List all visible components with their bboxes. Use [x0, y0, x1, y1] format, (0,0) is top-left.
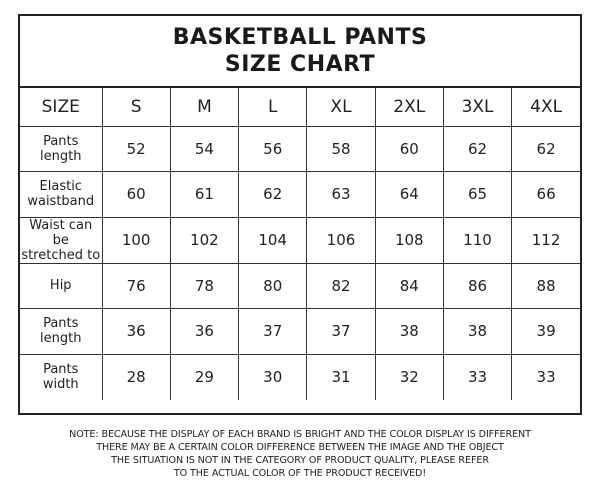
- note-line: THERE MAY BE A CERTAIN COLOR DIFFERENCE BETWEEN THE IMAGE AND THE OBJECT: [96, 442, 504, 453]
- title-line-2: SIZE CHART: [224, 52, 376, 77]
- table-cell: 37: [307, 309, 375, 355]
- title-line-1: BASKETBALL PANTS: [172, 25, 428, 50]
- table-cell: 31: [307, 354, 375, 400]
- row-label: [20, 172, 102, 218]
- table-cell: 64: [375, 172, 443, 218]
- table-cell: 86: [443, 263, 511, 309]
- table-cell: 52: [102, 126, 170, 172]
- table-row: [20, 217, 580, 263]
- size-chart: [18, 14, 582, 415]
- row-label-line: length: [40, 331, 82, 347]
- table-cell: 65: [443, 172, 511, 218]
- table-cell: 61: [170, 172, 238, 218]
- row-label-line: Pants: [43, 316, 79, 332]
- table-cell: 37: [239, 309, 307, 355]
- header-size-2xl: 2XL: [375, 88, 443, 126]
- row-label-line: Elastic: [39, 179, 82, 195]
- row-label: [20, 354, 102, 400]
- table-row: [20, 309, 580, 355]
- table-cell: 33: [443, 354, 511, 400]
- table-cell: 38: [375, 309, 443, 355]
- table-row: [20, 354, 580, 400]
- table-cell: 33: [512, 354, 580, 400]
- row-label: [20, 309, 102, 355]
- header-size-l: L: [239, 88, 307, 126]
- header-size-label: SIZE: [20, 88, 102, 126]
- note-line: TO THE ACTUAL COLOR OF THE PRODUCT RECEIVED!: [173, 468, 427, 479]
- table-cell: 62: [239, 172, 307, 218]
- header-size-4xl: 4XL: [512, 88, 580, 126]
- table-cell: 36: [170, 309, 238, 355]
- row-label-line: stretched to: [21, 247, 101, 263]
- row-label-line: length: [40, 148, 82, 164]
- row-label-line: Pants: [43, 362, 79, 377]
- color-disclaimer-note: [20, 428, 580, 480]
- table-cell: 88: [512, 263, 580, 309]
- header-size-3xl: 3XL: [443, 88, 511, 126]
- row-label-line: width: [42, 377, 79, 392]
- table-cell: 110: [443, 217, 511, 263]
- table-cell: 56: [239, 126, 307, 172]
- row-label: [20, 217, 102, 263]
- table-cell: 102: [170, 217, 238, 263]
- row-label-line: Hip: [49, 278, 72, 294]
- table-cell: 66: [512, 172, 580, 218]
- chart-title: [20, 16, 580, 88]
- table-cell: 82: [307, 263, 375, 309]
- row-label: [20, 263, 102, 309]
- table-cell: 38: [443, 309, 511, 355]
- size-table: [20, 88, 580, 400]
- table-cell: 60: [102, 172, 170, 218]
- table-cell: 58: [307, 126, 375, 172]
- table-cell: 84: [375, 263, 443, 309]
- table-cell: 29: [170, 354, 238, 400]
- table-cell: 60: [375, 126, 443, 172]
- table-row: [20, 263, 580, 309]
- table-cell: 63: [307, 172, 375, 218]
- note-line: THE SITUATION IS NOT IN THE CATEGORY OF PRODUCT QUALITY, PLEASE REFER: [111, 455, 489, 466]
- table-cell: 76: [102, 263, 170, 309]
- row-label-line: Pants: [43, 133, 79, 149]
- table-cell: 80: [239, 263, 307, 309]
- row-label-line: Waist can be: [29, 217, 93, 248]
- header-size-s: S: [102, 88, 170, 126]
- table-cell: 62: [443, 126, 511, 172]
- table-cell: 106: [307, 217, 375, 263]
- table-cell: 32: [375, 354, 443, 400]
- note-line: NOTE: BECAUSE THE DISPLAY OF EACH BRAND IS BRIGHT AND THE COLOR DISPLAY IS DIFFERENT: [69, 429, 531, 440]
- table-cell: 54: [170, 126, 238, 172]
- table-row: [20, 126, 580, 172]
- table-cell: 30: [239, 354, 307, 400]
- header-size-xl: XL: [307, 88, 375, 126]
- row-label: [20, 126, 102, 172]
- table-cell: 62: [512, 126, 580, 172]
- table-cell: 104: [239, 217, 307, 263]
- table-cell: 36: [102, 309, 170, 355]
- table-cell: 28: [102, 354, 170, 400]
- table-cell: 108: [375, 217, 443, 263]
- header-row: [20, 88, 580, 126]
- table-cell: 39: [512, 309, 580, 355]
- table-cell: 78: [170, 263, 238, 309]
- header-size-m: M: [170, 88, 238, 126]
- table-cell: 112: [512, 217, 580, 263]
- row-label-line: waistband: [27, 194, 95, 210]
- table-cell: 100: [102, 217, 170, 263]
- table-row: [20, 172, 580, 218]
